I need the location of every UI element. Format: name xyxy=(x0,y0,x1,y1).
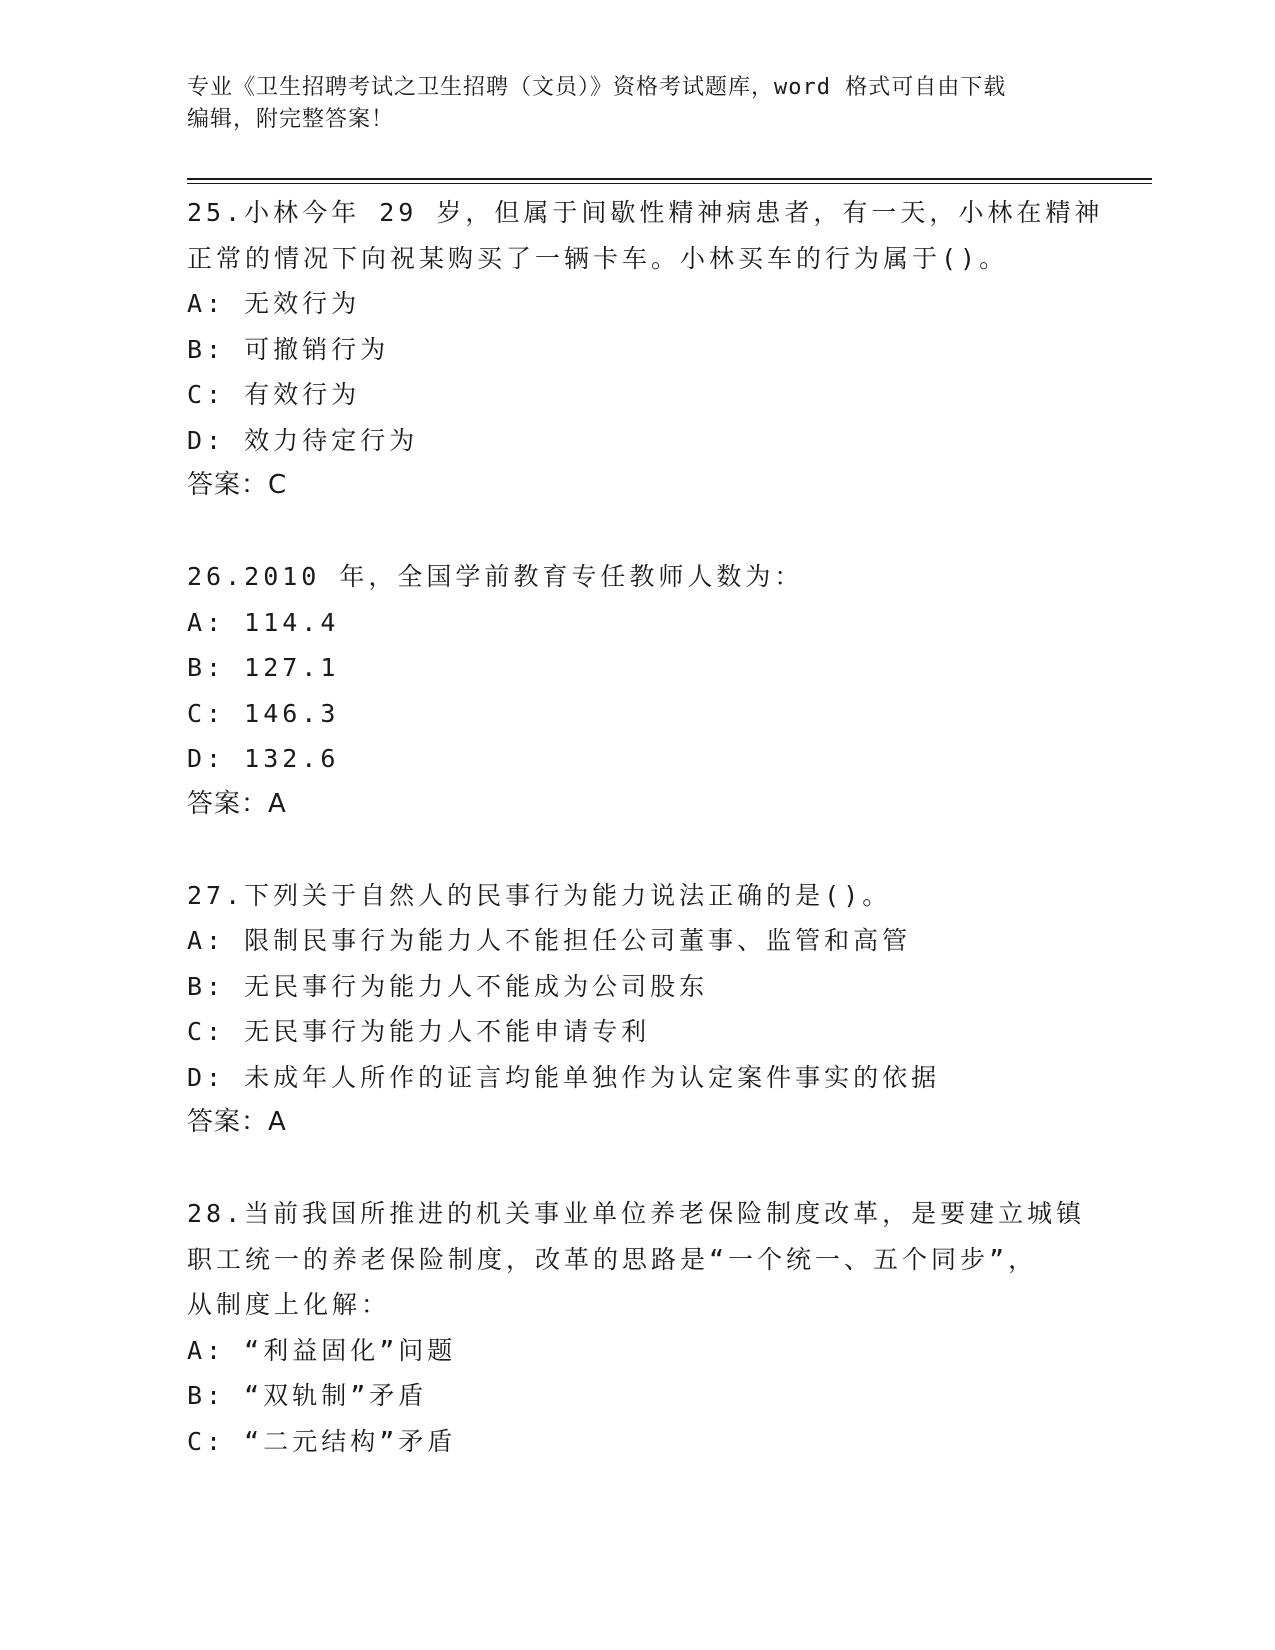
question-stem: 27.下列关于自然人的民事行为能力说法正确的是()。 xyxy=(187,880,892,910)
question-25 xyxy=(187,190,1104,554)
spacer xyxy=(187,1146,1087,1192)
option-c: C: “二元结构”矛盾 xyxy=(187,1426,457,1456)
answer-text: 答案：A xyxy=(187,1107,287,1137)
option-a: A: 限制民事行为能力人不能担任公司董事、监管和高管 xyxy=(187,926,912,955)
question-stem: 职工统一的养老保险制度，改革的思路是“一个统一、五个同步”， xyxy=(187,1244,1038,1274)
header-divider-thin xyxy=(187,183,1152,184)
option-c: C: 无民事行为能力人不能申请专利 xyxy=(187,1017,651,1046)
question-27 xyxy=(187,873,1087,1192)
question-stem: 从制度上化解： xyxy=(187,1290,391,1319)
option-b: B: “双轨制”矛盾 xyxy=(187,1381,428,1410)
header-divider-thick xyxy=(187,178,1152,180)
answer-text: 答案：A xyxy=(187,788,287,819)
option-a: A: 114.4 xyxy=(187,607,340,637)
option-d: D: 效力待定行为 xyxy=(187,425,419,455)
question-stem: 26.2010 年，全国学前教育专任教师人数为： xyxy=(187,562,804,591)
option-a: A: 无效行为 xyxy=(187,289,361,318)
spacer xyxy=(187,509,1087,555)
option-d: D: 132.6 xyxy=(187,744,340,773)
option-b: B: 127.1 xyxy=(187,653,340,682)
option-c: C: 146.3 xyxy=(187,698,340,728)
option-a: A: “利益固化”问题 xyxy=(187,1335,457,1365)
answer-text: 答案：C xyxy=(187,470,288,500)
option-b: B: 可撤销行为 xyxy=(187,334,390,364)
question-stem: 28.当前我国所推进的机关事业单位养老保险制度改革，是要建立城镇 xyxy=(187,1199,1086,1228)
question-list xyxy=(187,190,1104,1464)
header-line-1: 专业《卫生招聘考试之卫生招聘（文员）》资格考试题库，word 格式可自由下载 xyxy=(187,75,1007,100)
document-header xyxy=(187,72,1067,136)
question-26 xyxy=(187,554,1087,873)
option-d: D: 未成年人所作的证言均能单独作为认定案件事实的依据 xyxy=(187,1062,941,1092)
question-stem: 正常的情况下向祝某购买了一辆卡车。小林买车的行为属于()。 xyxy=(187,243,1009,273)
header-line-2: 编辑，附完整答案！ xyxy=(187,107,395,132)
option-c: C: 有效行为 xyxy=(187,380,361,409)
question-28 xyxy=(187,1191,1087,1464)
option-b: B: 无民事行为能力人不能成为公司股东 xyxy=(187,971,709,1001)
spacer xyxy=(187,827,1087,873)
question-stem: 25.小林今年 29 岁，但属于间歇性精神病患者，有一天，小林在精神 xyxy=(187,198,1104,227)
